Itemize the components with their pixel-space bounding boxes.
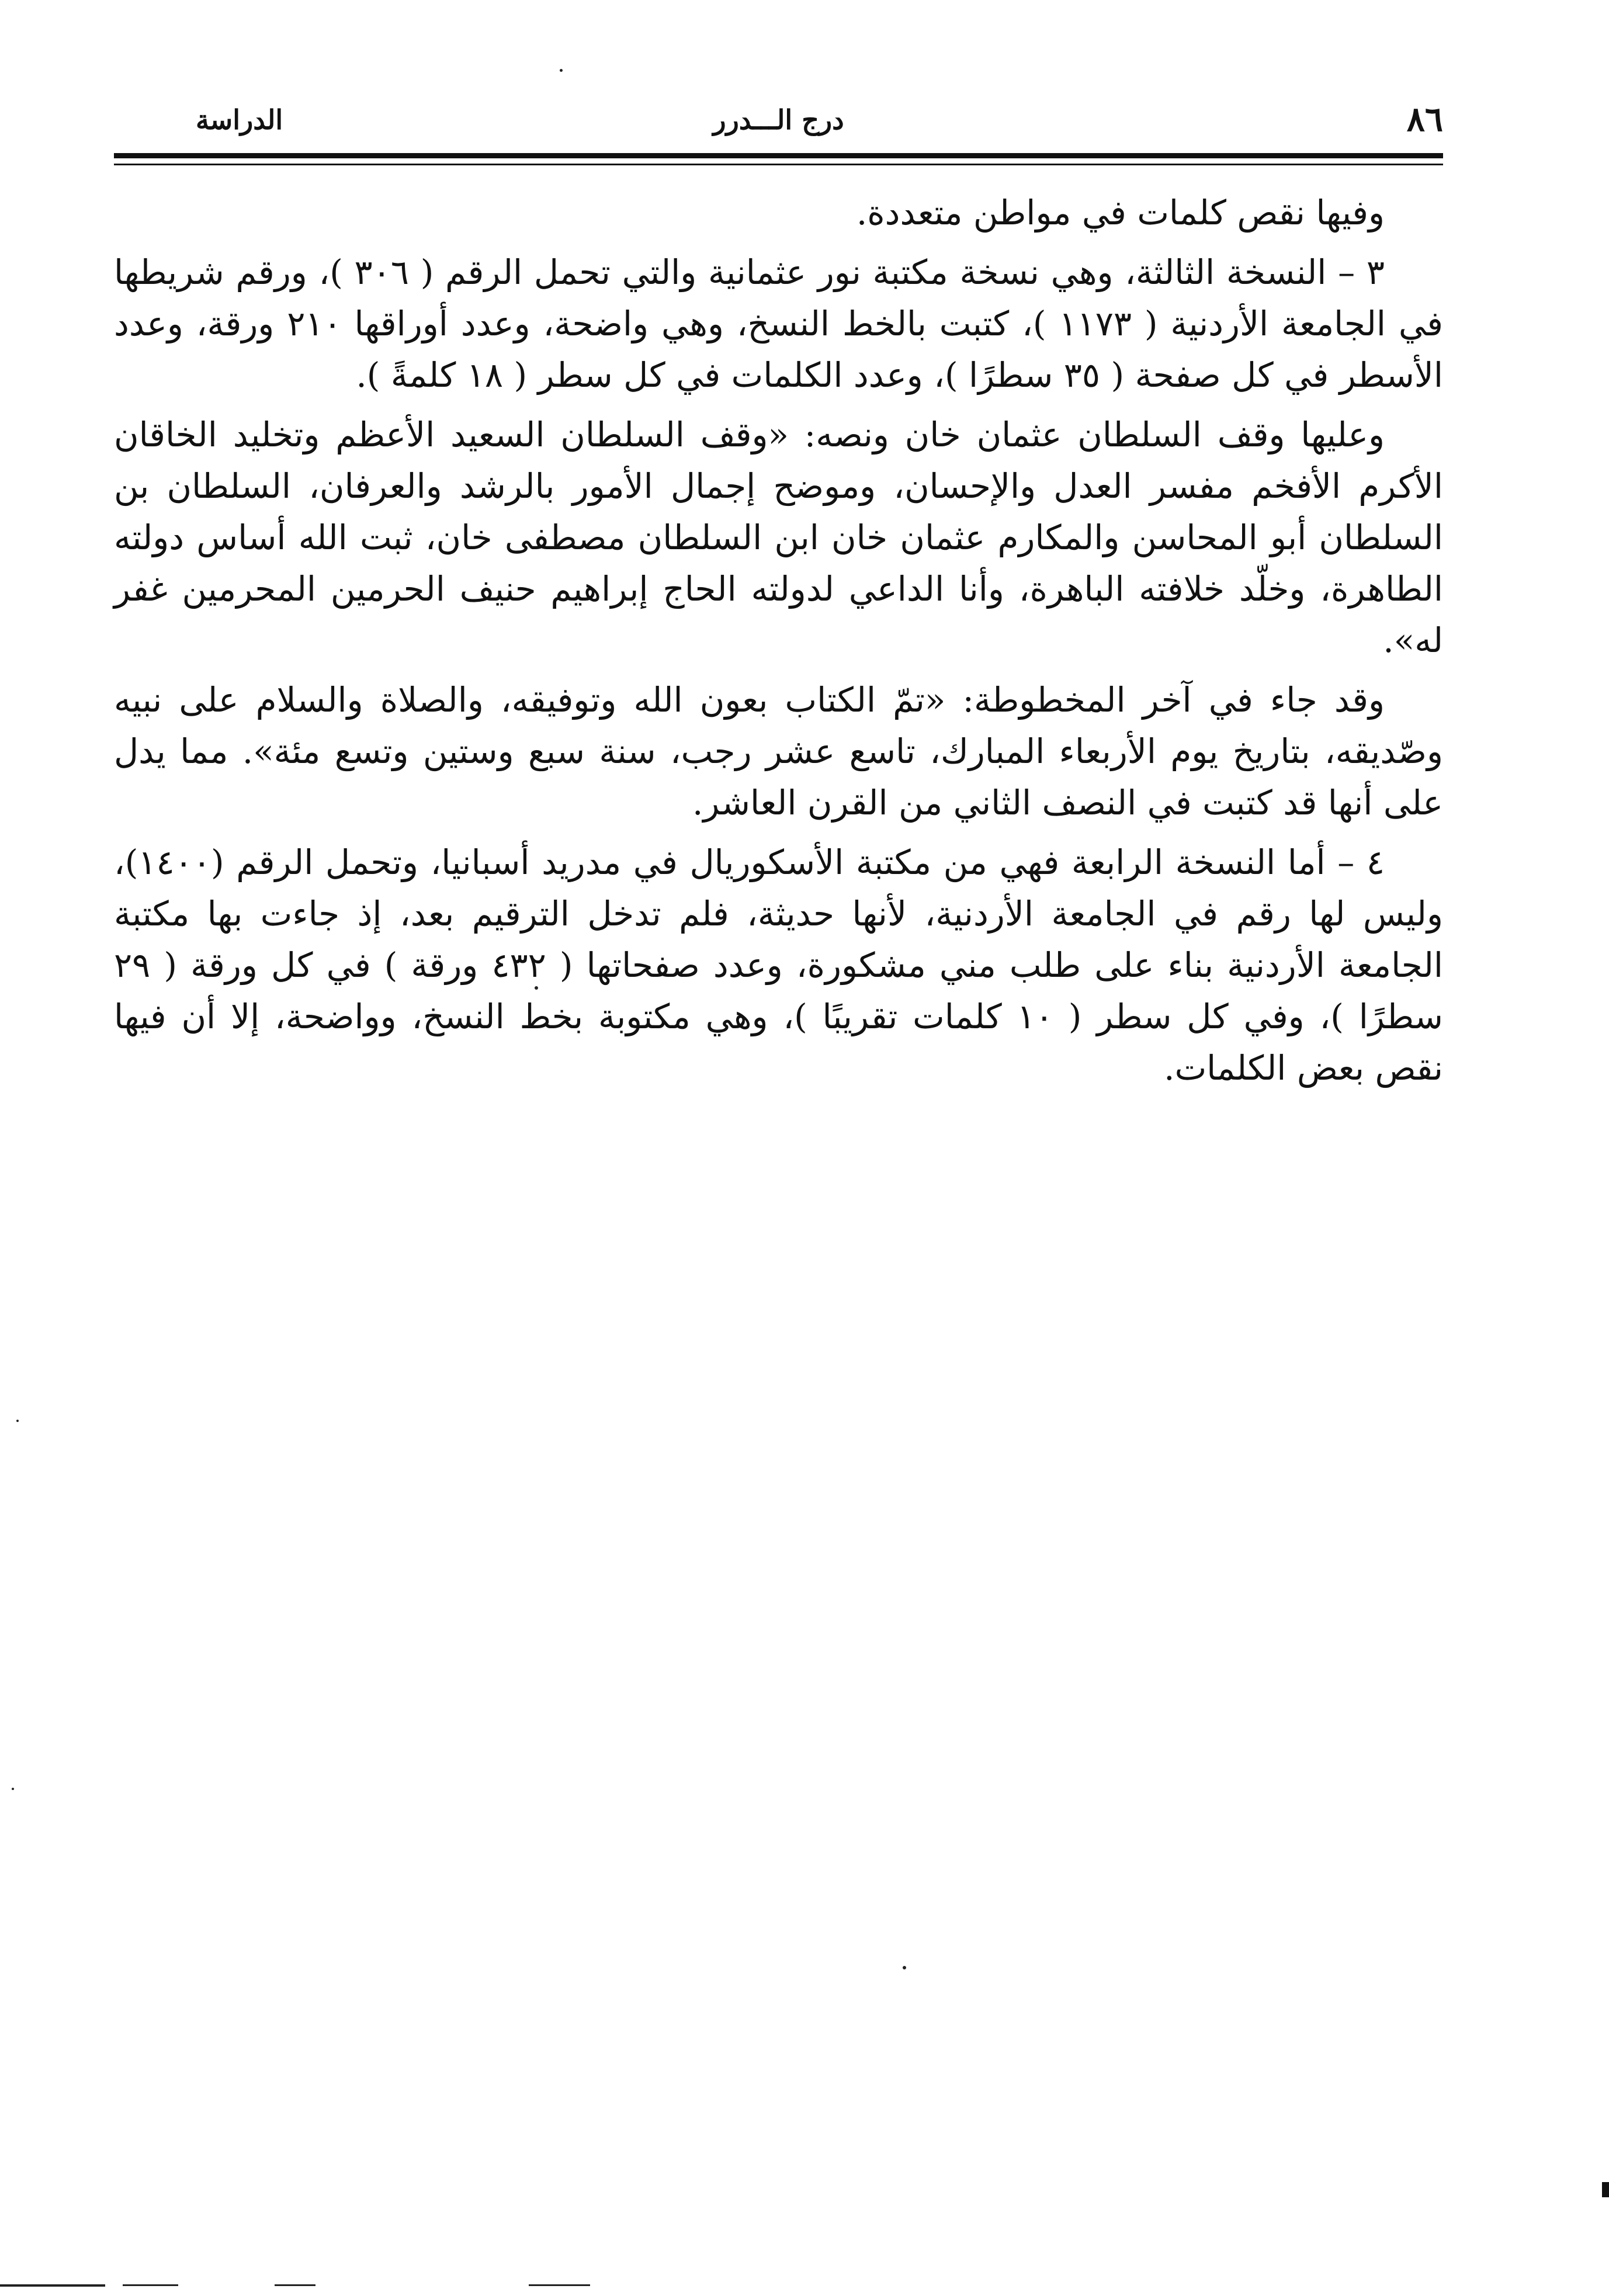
- book-title: درج الـــدرر: [713, 104, 844, 136]
- paragraph-third-copy: ٣ – النسخة الثالثة، وهي نسخة مكتبة نور عثمانية والتي تحمل الرقم ( ٣٠٦ )، ورقم شريطها في الجامعة الأردنية ( ١١٧٣ )، كتبت بالخط النسخ، وهي واضحة، وعدد أوراقها ٢١٠ ورقة، وعدد الأسطر في كل صفحة ( ٣٥ سطرًا )، وعدد الكلمات في كل سطر ( ١٨ كلمةً ).: [114, 252, 1443, 395]
- scan-speck: [560, 69, 563, 72]
- paragraph-endowment: وعليها وقف السلطان عثمان خان ونصه: «وقف السلطان السعيد الأعظم وتخليد الخاقان الأكرم الأفخم مفسر العدل والإحسان، وموضح إجمال الأمور بالرشد والعرفان، السلطان بن السلطان أبو المحاسن والمكارم عثمان خان ابن السلطان مصطفى خان، ثبت الله أساس دولته الطاهرة، وخلّد خلافته الباهرة، وأنا الداعي لدولته الحاج إبراهيم حنيف الحرمين المحرمين غفر له».: [114, 415, 1443, 660]
- bottom-edge-line: [123, 2284, 178, 2286]
- body-text: [114, 187, 1443, 1102]
- scan-speck: [903, 1966, 906, 1969]
- bottom-edge-line: [0, 2284, 105, 2287]
- page-number: ٨٦: [1406, 99, 1443, 139]
- paragraph-missing-words: وفيها نقص كلمات في مواطن متعددة.: [856, 193, 1385, 233]
- header-rule-thick: [114, 153, 1443, 158]
- paragraph-fourth-copy: ٤ – أما النسخة الرابعة فهي من مكتبة الأسكوريال في مدريد أسبانيا، وتحمل الرقم (١٤٠٠)، وليس لها رقم في الجامعة الأردنية، لأنها حديثة، فلم تدخل الترقيم بعد، إذ جاءت بها مكتبة الجامعة الأردنية بناء على طلب مني مشكورة، وعدد صفحاتها ( ٤٣٢ ورقة ) في كل ورقة ( ٢٩ سطرًا )، وفي كل سطر ( ١٠ كلمات تقريبًا )، وهي مكتوبة بخط النسخ، وواضحة، إلا أن فيها نقص بعض الكلمات.: [114, 842, 1443, 1088]
- scan-speck: [16, 1420, 19, 1422]
- bottom-edge-line: [275, 2284, 315, 2286]
- section-title: الدراسة: [196, 104, 283, 136]
- running-header: [114, 93, 1443, 146]
- scan-speck: [535, 986, 538, 990]
- scan-speck: [12, 1788, 14, 1790]
- header-rule-thin: [114, 164, 1443, 165]
- paragraph-colophon: وقد جاء في آخر المخطوطة: «تمّ الكتاب بعون الله وتوفيقه، والصلاة والسلام على نبيه وصّديقه، بتاريخ يوم الأربعاء المبارك، تاسع عشر رجب، سنة سبع وستين وتسع مئة». مما يدل على أنها قد كتبت في النصف الثاني من القرن العاشر.: [114, 680, 1443, 823]
- bottom-edge-line: [529, 2284, 590, 2286]
- edge-mark: [1602, 2182, 1609, 2197]
